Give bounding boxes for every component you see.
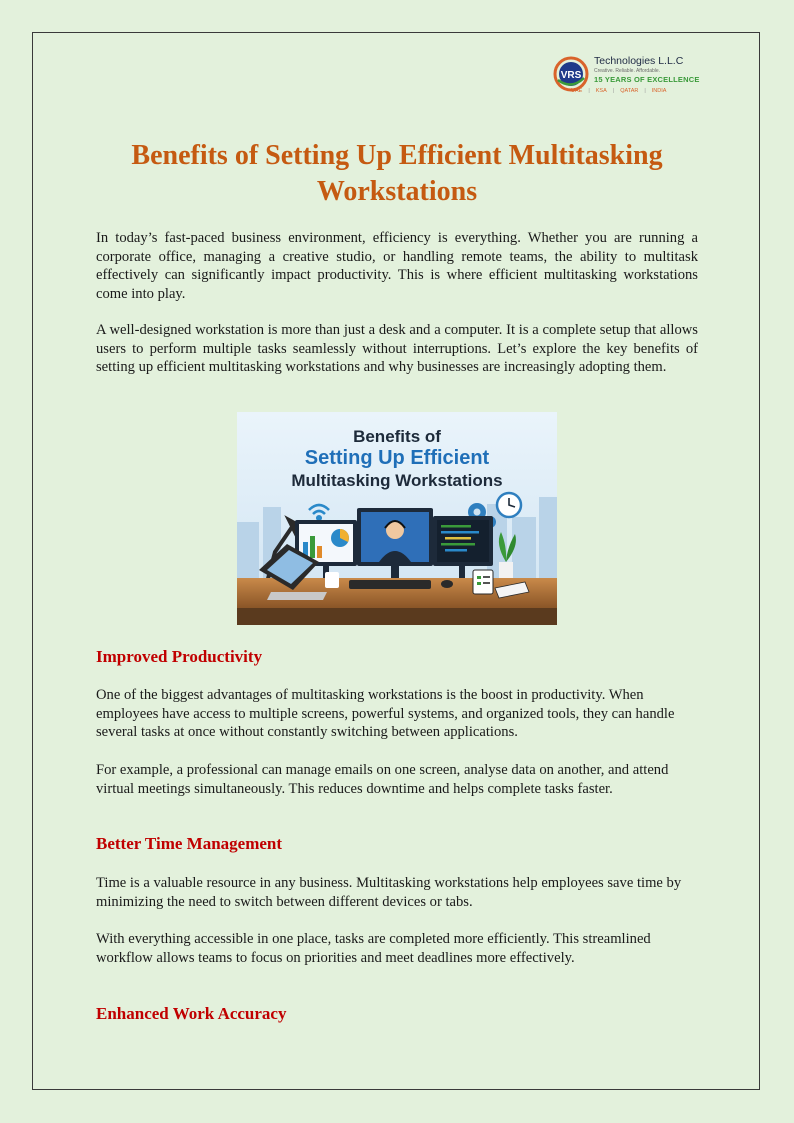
clipboard: [473, 570, 493, 594]
section-2-paragraph-1: Time is a valuable resource in any business. Multitasking workstations help employees save time by minimizing the need to switch between different devices or tabs.: [96, 875, 682, 910]
title-line-2: Workstations: [316, 176, 478, 207]
page-title: [96, 138, 698, 210]
hero-text-line-3: Multitasking Workstations: [291, 471, 503, 490]
logo-countries: UAE | KSA | QATAR | INDIA: [565, 88, 672, 94]
country-ksa: KSA: [595, 88, 607, 94]
hero-text-line-1: Benefits of: [353, 427, 441, 446]
logo-tagline: Creative. Reliable. Affordable.: [594, 68, 661, 74]
title-line-1: Benefits of Setting Up Efficient Multitasking: [131, 140, 663, 171]
logo-company-name: Technologies L.L.C: [594, 55, 684, 67]
section-heading-better-time-management: Better Time Management: [96, 834, 283, 853]
hero-illustration: [237, 412, 557, 625]
intro-paragraph-1: In today’s fast-paced business environment, efficiency is everything. Whether you are running a corporate office, managing a creative studio, or handling remote teams, the ability to multitask effectively can significantly impact productivity. This is where efficient multitasking workstations come into play.: [96, 230, 698, 303]
section-1-paragraph-2: For example, a professional can manage emails on one screen, analyse data on another, and attend virtual meetings simultaneously. This reduces downtime and helps complete tasks faster.: [96, 762, 669, 797]
keyboard: [349, 580, 431, 589]
logo-excellence-text: 15 YEARS OF EXCELLENCE: [594, 75, 700, 84]
section-2-paragraph-2: With everything accessible in one place, tasks are completed more efficiently. This streamlined workflow allows teams to focus on priorities and meet deadlines more effectively.: [96, 931, 651, 966]
country-india: INDIA: [651, 88, 667, 94]
mug: [325, 572, 339, 588]
mouse: [441, 580, 453, 588]
country-uae: UAE: [571, 88, 583, 94]
section-1-paragraph-1: One of the biggest advantages of multitasking workstations is the boost in productivity. When employees have access to multiple screens, powerful systems, and organized tools, they can handle several tasks at once without constantly switching between applications.: [96, 687, 675, 741]
country-qatar: QATAR: [620, 88, 639, 94]
hero-text-line-2: Setting Up Efficient: [304, 447, 490, 469]
vrs-logo-icon: [552, 56, 590, 92]
section-heading-enhanced-work-accuracy: Enhanced Work Accuracy: [96, 1004, 287, 1023]
clock-icon: [497, 493, 521, 517]
company-logo: [552, 54, 702, 98]
intro-paragraph-2: A well-designed workstation is more than just a desk and a computer. It is a complete setup that allows users to perform multiple tasks seamlessly without interruptions. Let’s explore the key benefits of setting up efficient multitasking workstations and why businesses are increasingly adopting them.: [96, 322, 698, 376]
svg-text:VRS: VRS: [560, 70, 582, 81]
section-heading-improved-productivity: Improved Productivity: [96, 647, 263, 666]
